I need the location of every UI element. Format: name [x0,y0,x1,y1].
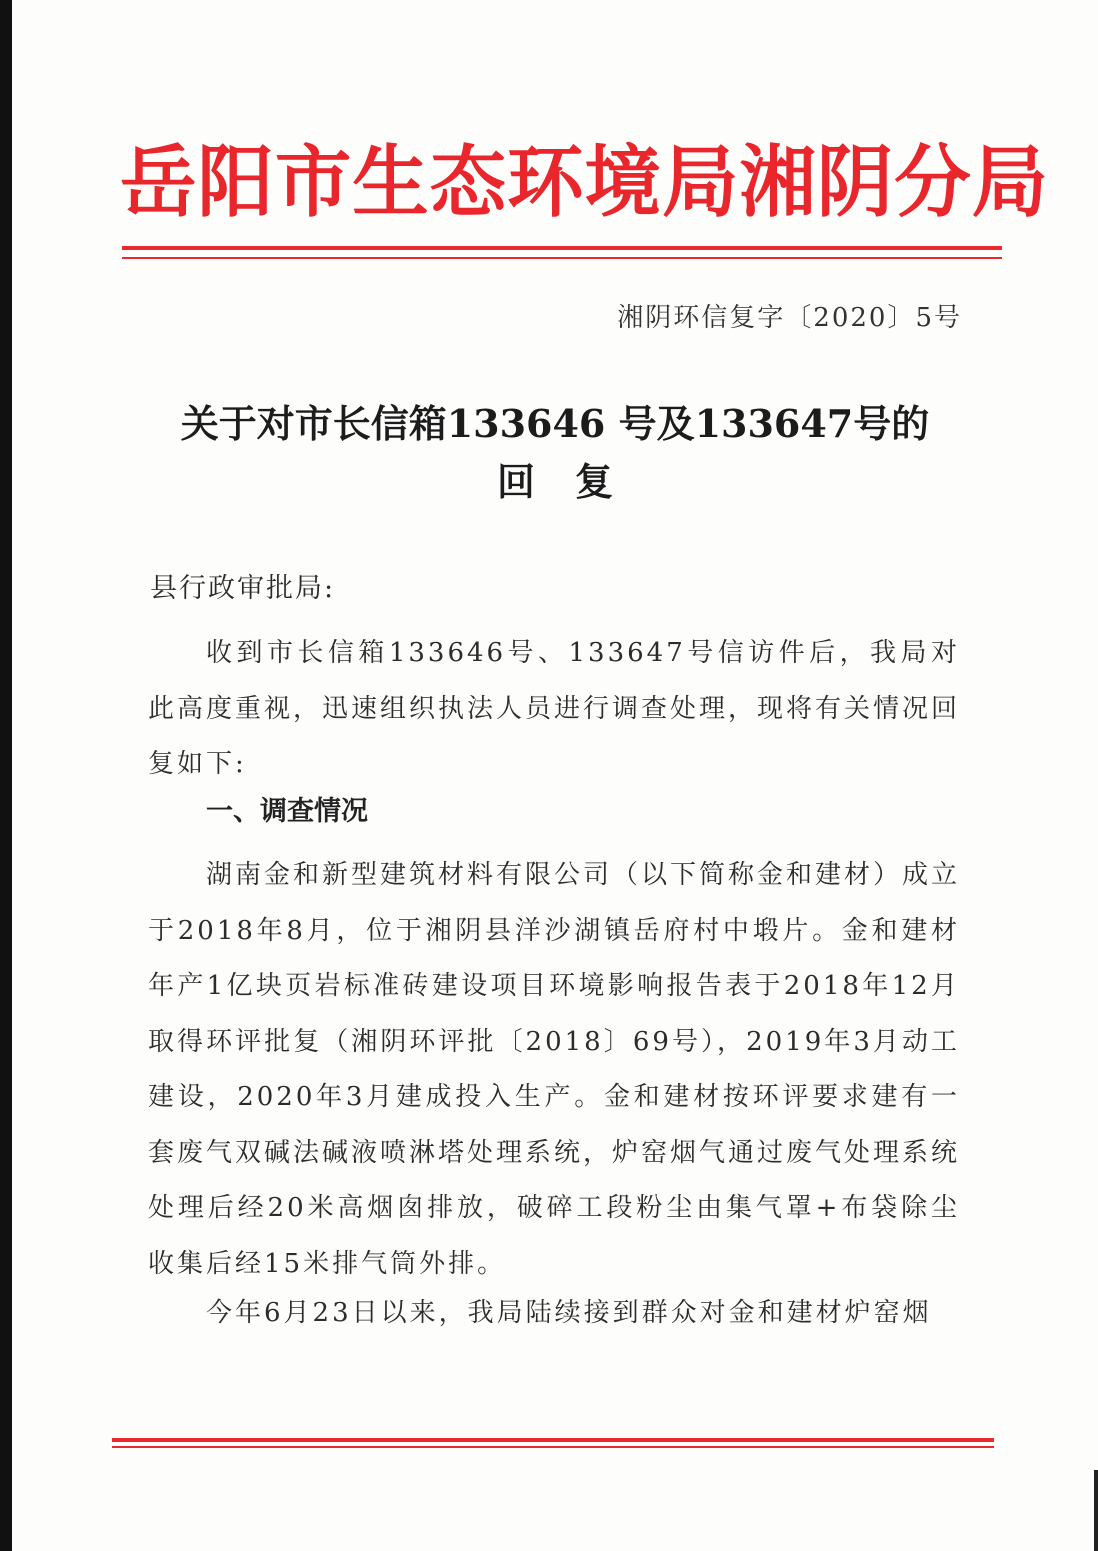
letterhead-divider-thin [122,257,1002,259]
footer-divider-thin [112,1446,994,1448]
scan-right-edge [1094,1470,1098,1551]
salutation: 县行政审批局: [150,573,336,604]
section-heading-investigation: 一、调查情况 [206,796,368,827]
paragraph-intro: 收到市长信箱133646号、133647号信访件后，我局对此高度重视，迅速组织执法人员进行调查处理，现将有关情况回复如下: [148,638,961,779]
letterhead-divider-thick [122,246,1002,250]
letterhead-title: 岳阳市生态环境局湘阴分局 [120,137,1050,228]
footer-divider-thick [112,1438,994,1442]
document-number: 湘阴环信复字〔2020〕5号 [617,303,962,333]
paragraph-company-background: 湖南金和新型建筑材料有限公司（以下简称金和建材）成立于2018年8月，位于湘阴县洋沙湖镇岳府村中塅片。金和建材年产1亿块页岩标准砖建设项目环境影响报告表于2018年12月取得环评批复（湘阴环评批〔2018〕69号），2019年3月动工建设，2020年3月建成投入生产。金和建材按环评要求建有一套废气双碱法碱液喷淋塔处理系统，炉窑烟气通过废气处理系统处理后经20米高烟囱排放，破碎工段粉尘由集气罩+布袋除尘收集后经15米排气筒外排。 [148,860,961,1279]
paragraph-complaints: 今年6月23日以来，我局陆续接到群众对金和建材炉窑烟 [206,1298,932,1328]
document-title-line2: 回复 [496,459,653,504]
document-title [140,395,970,511]
scan-left-edge [0,0,12,1551]
document-title-line1: 关于对市长信箱133646 号及133647号的 [180,401,930,446]
